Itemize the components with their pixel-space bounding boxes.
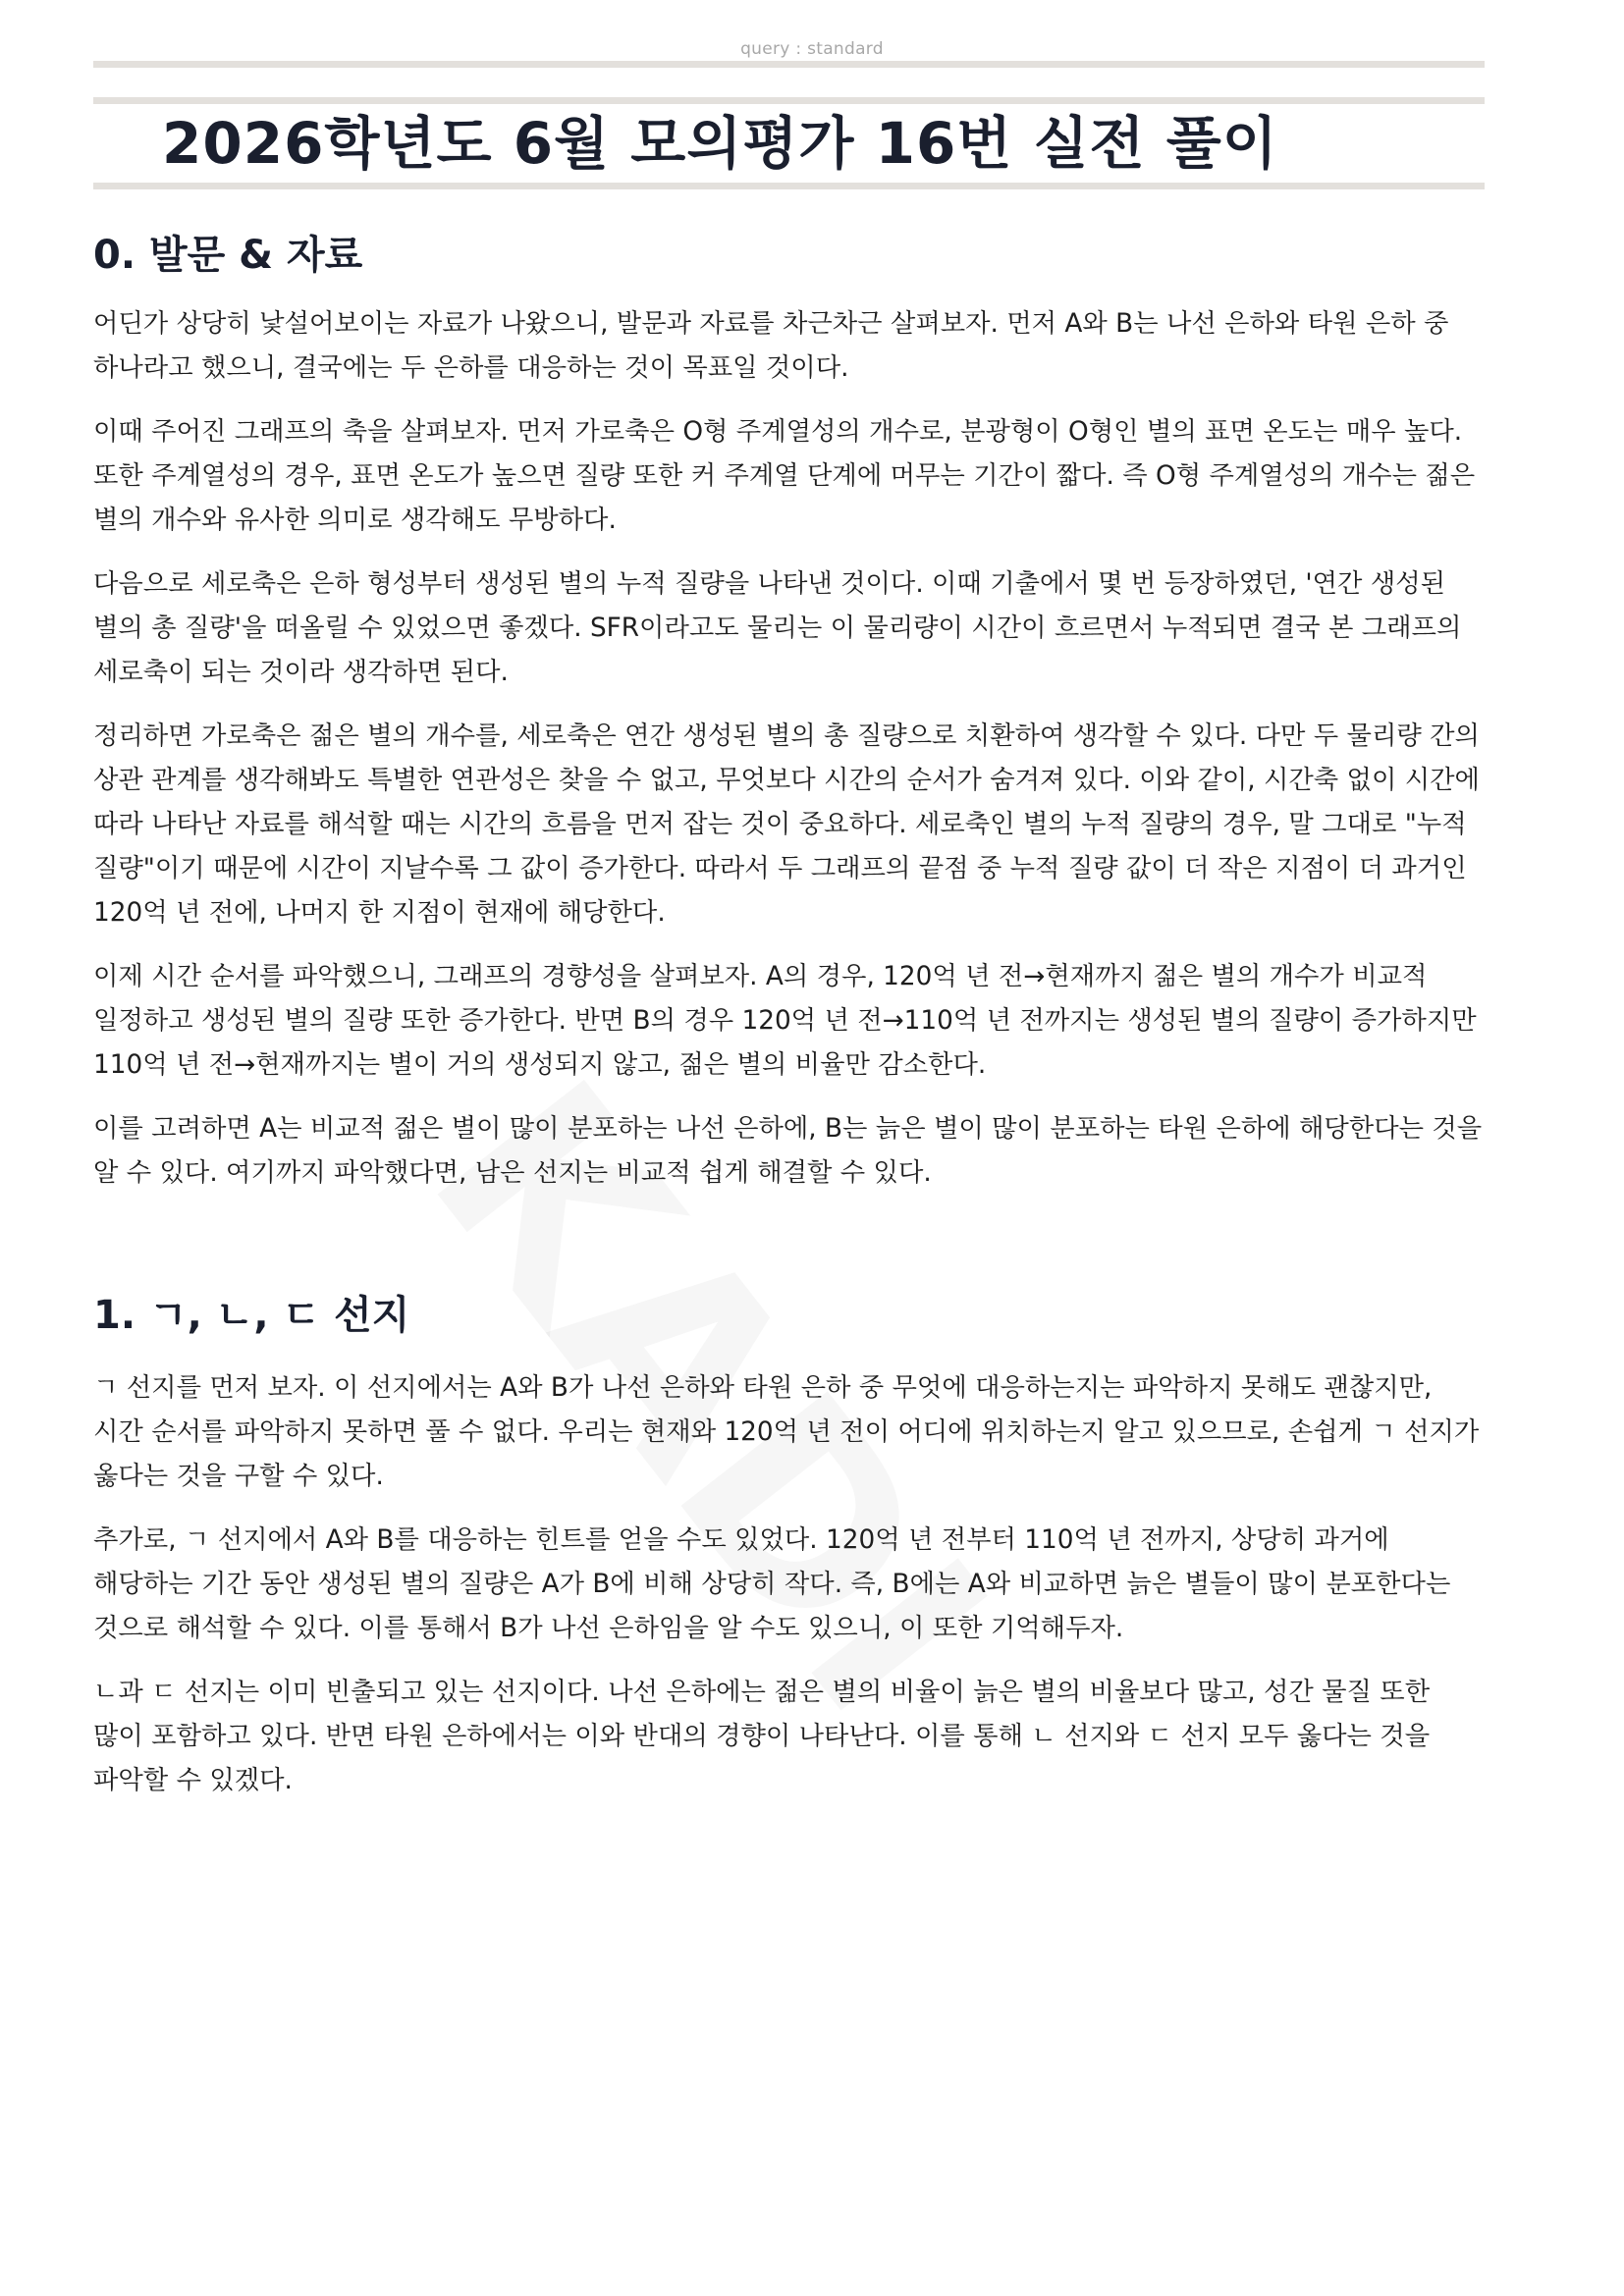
paragraph: ㄱ 선지를 먼저 보자. 이 선지에서는 A와 B가 나선 은하와 타원 은하 중 무엇에 대응하는지는 파악하지 못해도 괜찮지만, 시간 순서를 파악하지 못하면 풀 수 없다. 우리는 현재와 120억 년 전이 어디에 위치하는지 알고 있으므로, 손쉽게 ㄱ 선지가 옳다는 것을 구할 수 있다. [93, 1373, 1480, 1491]
paragraph: 이때 주어진 그래프의 축을 살펴보자. 먼저 가로축은 O형 주계열성의 개수로, 분광형이 O형인 별의 표면 온도는 매우 높다. 또한 주계열성의 경우, 표면 온도가 높으면 질량 또한 커 주계열 단계에 머무는 기간이 짧다. 즉 O형 주계열성의 개수는 젊은 별의 개수와 유사한 의미로 생각해도 무방하다. [93, 417, 1476, 535]
paragraph: 이제 시간 순서를 파악했으니, 그래프의 경향성을 살펴보자. A의 경우, 120억 년 전→현재까지 젊은 별의 개수가 비교적 일정하고 생성된 별의 질량 또한 증가한다. 반면 B의 경우 120억 년 전→110억 년 전까지는 생성된 별의 질량이 증가하지만 110억 년 전→현재까지는 별이 거의 생성되지 않고, 젊은 별의 비율만 감소한다. [93, 962, 1477, 1080]
paragraph: ㄴ과 ㄷ 선지는 이미 빈출되고 있는 선지이다. 나선 은하에는 젊은 별의 비율이 늙은 별의 비율보다 많고, 성간 물질 또한 많이 포함하고 있다. 반면 타원 은하에서는 이와 반대의 경향이 나타난다. 이를 통해 ㄴ 선지와 ㄷ 선지 모두 옳다는 것을 파악할 수 있겠다. [93, 1678, 1431, 1795]
header-query-label: query : standard [740, 39, 884, 59]
section-1 [93, 1286, 1485, 1803]
section-heading: 0. 발문 & 자료 [93, 233, 363, 278]
document-body [93, 226, 1485, 1823]
section-0 [93, 226, 1485, 1196]
paragraph: 정리하면 가로축은 젊은 별의 개수를, 세로축은 연간 생성된 별의 총 질량으로 치환하여 생각할 수 있다. 다만 두 물리량 간의 상관 관계를 생각해봐도 특별한 연관성은 찾을 수 없고, 무엇보다 시간의 순서가 숨겨져 있다. 이와 같이, 시간축 없이 시간에 따라 나타난 자료를 해석할 때는 시간의 흐름을 먼저 잡는 것이 중요하다. 세로축인 별의 누적 질량의 경우, 말 그대로 "누적 질량"이기 때문에 시간이 지날수록 그 값이 증가한다. 따라서 두 그래프의 끝점 중 누적 질량 값이 더 작은 지점이 더 과거인 120억 년 전에, 나머지 한 지점이 현재에 해당한다. [93, 721, 1480, 928]
page-title: 2026학년도 6월 모의평가 16번 실전 풀이 [162, 110, 1278, 177]
title-top-divider [93, 97, 1485, 104]
paragraph: 다음으로 세로축은 은하 형성부터 생성된 별의 누적 질량을 나타낸 것이다. 이때 기출에서 몇 번 등장하였던, '연간 생성된 별의 총 질량'을 떠올릴 수 있었으면 좋겠다. SFR이라고도 물리는 이 물리량이 시간이 흐르면서 누적되면 결국 본 그래프의 세로축이 되는 것이라 생각하면 된다. [93, 569, 1462, 687]
paragraph: 이를 고려하면 A는 비교적 젊은 별이 많이 분포하는 나선 은하에, B는 늙은 별이 많이 분포하는 타원 은하에 해당한다는 것을 알 수 있다. 여기까지 파악했다면, 남은 선지는 비교적 쉽게 해결할 수 있다. [93, 1114, 1483, 1188]
section-heading: 1. ㄱ, ㄴ, ㄷ 선지 [93, 1293, 410, 1338]
paragraph: 추가로, ㄱ 선지에서 A와 B를 대응하는 힌트를 얻을 수도 있었다. 120억 년 전부터 110억 년 전까지, 상당히 과거에 해당하는 기간 동안 생성된 별의 질량은 A가 B에 비해 상당히 작다. 즉, B에는 A와 비교하면 늙은 별들이 많이 분포한다는 것으로 해석할 수 있다. 이를 통해서 B가 나선 은하임을 알 수도 있으니, 이 또한 기억해두자. [93, 1525, 1451, 1643]
title-bottom-divider [93, 183, 1485, 189]
paragraph: 어딘가 상당히 낯설어보이는 자료가 나왔으니, 발문과 자료를 차근차근 살펴보자. 먼저 A와 B는 나선 은하와 타원 은하 중 하나라고 했으니, 결국에는 두 은하를 대응하는 것이 목표일 것이다. [93, 309, 1449, 383]
top-divider [93, 61, 1485, 68]
